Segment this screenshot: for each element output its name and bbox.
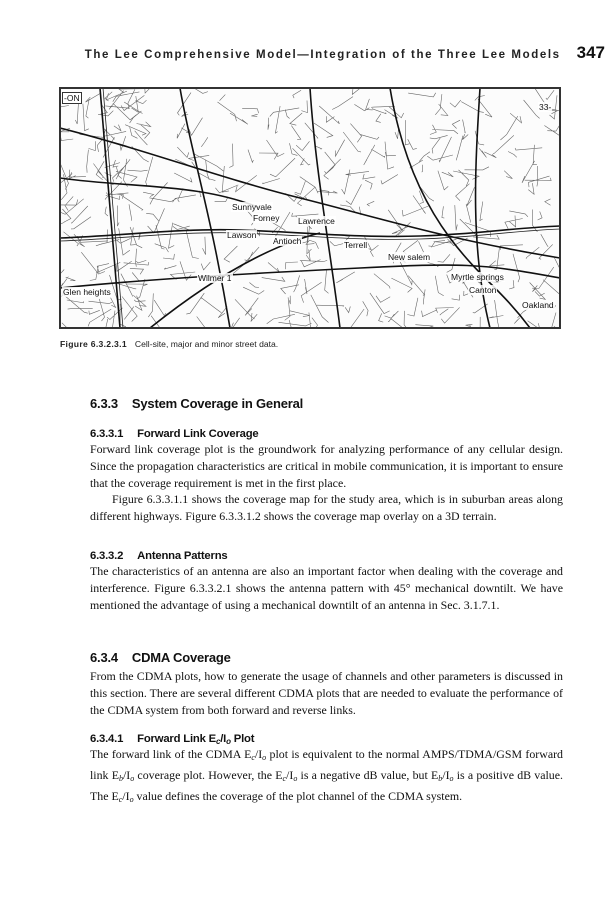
page-header: [60, 43, 605, 65]
subscript: c: [282, 773, 287, 783]
subscript: o: [129, 794, 134, 804]
section-6-3-3-1-body: [90, 441, 563, 525]
text-run: /I: [122, 767, 131, 782]
paragraph: From the CDMA plots, how to generate the usage of channels and other parameters is discussed in this section. There are several different CDMA plots that are needed to evaluate the performance of the CDMA system from both forward and reverse links.: [90, 669, 563, 717]
text-run: value defines the coverage of the plot channel of the CDMA system.: [133, 788, 463, 803]
title-part: Plot: [230, 733, 255, 745]
section-number: 6.3.3.2: [90, 550, 124, 562]
text-run: /I: [122, 788, 130, 803]
map-label-myrtle-springs: Myrtle springs: [451, 272, 504, 282]
section-number: 6.3.3.1: [90, 428, 124, 440]
title-part: /I: [220, 733, 227, 745]
map-label-oakland: Oakland: [522, 300, 554, 310]
text-run: /I: [442, 767, 450, 782]
title-part: Forward Link E: [137, 733, 216, 745]
subscript: o: [293, 773, 298, 783]
running-head: The Lee Comprehensive Model—Integration of the Three Lee Models: [84, 49, 561, 61]
subscript: o: [130, 773, 135, 783]
subscript: b: [118, 773, 123, 783]
text-run: /I: [286, 767, 294, 782]
text-run: is a positive dB value. The E: [90, 767, 563, 803]
section-6-3-4-1-heading: [90, 733, 563, 746]
subscript: c: [118, 794, 123, 804]
text-run: plot is equivalent to the normal AMPS/TDMA/GSM forward link E: [90, 747, 564, 782]
text-run: /I: [254, 747, 263, 761]
map-label-glen-heights: Glen heights: [63, 287, 111, 297]
paragraph: Figure 6.3.3.1.1 shows the coverage map for the study area, which is in suburban areas along different highways. Figure 6.3.3.1.2 shows the coverage map overlay on a 3D terrain.: [90, 492, 563, 524]
page-number: 347: [576, 43, 605, 62]
section-title: Forward Link Coverage: [137, 428, 259, 440]
figure-caption-label: Figure 6.3.2.3.1: [60, 339, 127, 349]
text-run: The forward link of the CDMA E: [90, 747, 252, 761]
section-title: Antenna Patterns: [137, 550, 228, 562]
title-subscript: o: [226, 737, 231, 746]
subscript: o: [262, 753, 267, 762]
map-label-forney: Forney: [253, 213, 280, 223]
paragraph: [90, 746, 563, 808]
section-6-3-4-heading: [90, 650, 563, 665]
section-6-3-3-heading: [90, 396, 563, 411]
section-number: 6.3.4.1: [90, 733, 124, 745]
map-label-lawson: Lawson: [227, 230, 257, 240]
map-label-33: 33-: [539, 102, 552, 112]
section-title: System Coverage in General: [131, 396, 304, 411]
text-run: coverage plot. However, the E: [134, 767, 283, 782]
map-label-antioch: Antioch: [273, 236, 302, 246]
section-6-3-4-body: [90, 668, 563, 718]
figure-caption: [60, 339, 560, 349]
map-label-terrell: Terrell: [344, 240, 368, 250]
section-6-3-3-1-heading: [90, 428, 563, 440]
street-map-figure: [59, 87, 561, 329]
figure-caption-text: Cell-site, major and minor street data.: [134, 339, 279, 349]
section-6-3-3-2-body: [90, 563, 563, 613]
section-title: CDMA Coverage: [131, 650, 231, 665]
map-label-on: -ON: [64, 93, 80, 103]
map-label-sunnyvale: Sunnyvale: [232, 202, 272, 212]
paragraph: Forward link coverage plot is the groundwork for analyzing performance of any cellular design. Since the propagation characteristics are critical in mobile communication, it is important to ensure that the coverage requirement is met in the first place.: [90, 442, 563, 490]
text-run: is a negative dB value, but E: [297, 767, 439, 782]
subscript: b: [438, 773, 443, 783]
subscript: c: [251, 753, 255, 762]
title-subscript: c: [215, 737, 221, 746]
paragraph: The characteristics of an antenna are also an important factor when dealing with the coverage and interference. Figure 6.3.3.2.1 shows the antenna pattern with 45° mechanical downtilt. We have mentioned the advantage of using a mechanical downtilt of an antenna in Sec. 3.1.7.1.: [90, 564, 563, 612]
subscript: o: [449, 773, 454, 783]
map-label-wilmer: Wilmer 1: [198, 273, 232, 283]
map-label-lawrence: Lawrence: [298, 216, 335, 226]
section-number: 6.3.4: [90, 650, 118, 665]
section-6-3-4-1-body: [90, 746, 563, 808]
map-label-canton: Canton: [469, 285, 497, 295]
section-number: 6.3.3: [90, 396, 118, 411]
section-6-3-3-2-heading: [90, 550, 563, 562]
map-label-new-salem: New salem: [388, 252, 431, 262]
